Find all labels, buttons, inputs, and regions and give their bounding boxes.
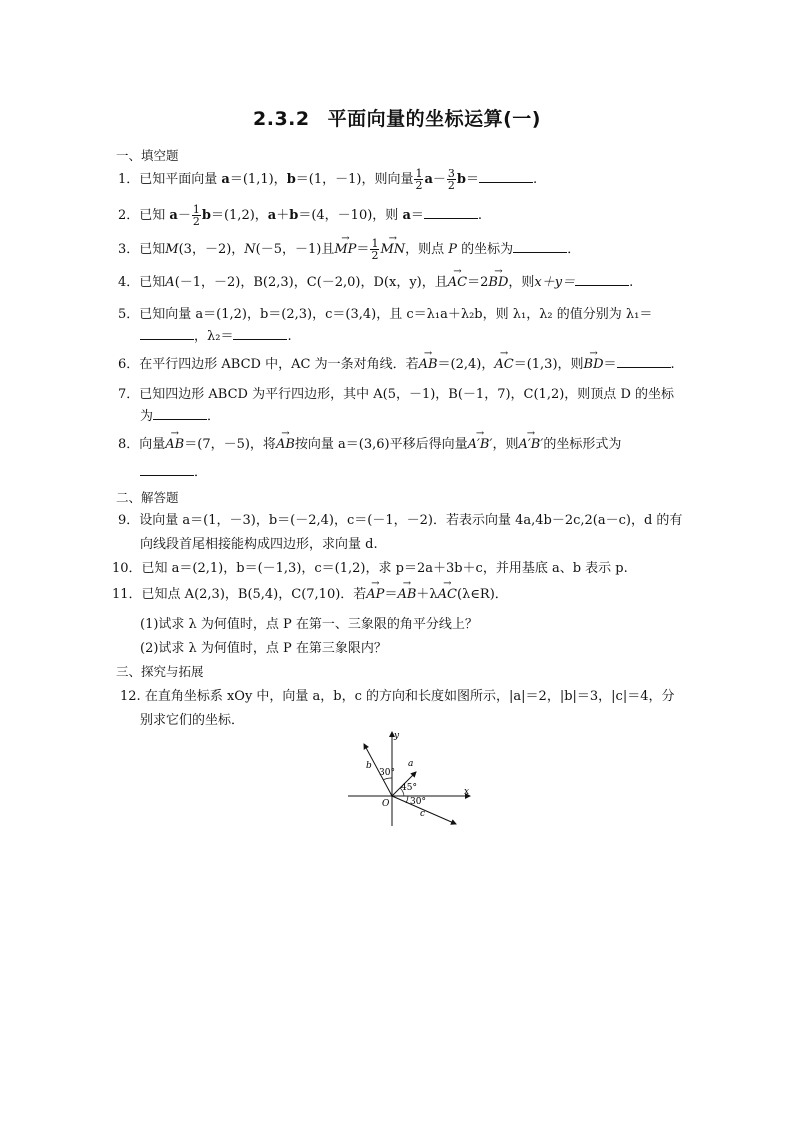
question-6: 6．在平行四边形 ABCD 中，AC 为一条对角线．若→ AB＝(2,4)，→ AC＝(1,3)，则→ BD＝ . — [118, 354, 688, 376]
section-explore-heading: 三、探究与拓展 — [116, 664, 204, 679]
question-10: 10．已知 a＝(2,1)，b＝(－1,3)，c＝(1,2)，求 p＝2a＋3b＋c，并用基底 a、b 表示 p. — [112, 561, 628, 576]
vector-diagram — [346, 728, 476, 828]
question-3: 3．已知M(3，－2)，N(－5，－1)且→ MP＝ $\frac{1}{2}$ → MN，则点 P 的坐标为 ． — [118, 238, 688, 261]
question-12-line2: 别求它们的坐标． — [140, 713, 245, 728]
x-axis-label: x — [464, 787, 470, 797]
section-solve-heading: 二、解答题 — [116, 490, 179, 505]
question-5-line2: ，λ₂＝ . — [140, 326, 292, 348]
origin-label: O — [382, 799, 390, 809]
page-title — [0, 104, 794, 131]
question-12: 12. 在直角坐标系 xOy 中，向量 a，b，c 的方向和长度如图所示，|a|＝2，|b|＝3，|c|＝4，分 — [120, 689, 675, 704]
angle-c-label: 30° — [410, 797, 426, 807]
question-1: 1．已知平面向量 a＝(1,1)，b＝(1，－1)，则向量 $\frac{1}{2}$ a－ $\frac{3}{2}$ b＝ . — [118, 167, 538, 192]
question-2: 2．已知 a－ $\frac{1}{2}$ b＝(1,2)，a＋b＝(4，－10)，则 a＝ . — [118, 203, 483, 228]
title-text: 平面向量的坐标运算(一) — [327, 108, 541, 130]
question-9: 9．设向量 a＝(1，－3)，b＝(－2,4)，c＝(－1，－2)．若表示向量 4a,4b－2c,2(a－c)，d 的有 — [118, 513, 683, 528]
question-9-line2: 向线段首尾相接能构成四边形，求向量 d. — [140, 537, 378, 552]
question-11-sub2: (2)试求 λ 为何值时，点 P 在第三象限内？ — [140, 641, 387, 656]
question-7-line2: 为 ． — [140, 409, 221, 424]
question-8: 8．向量→ AB＝(7，－5)，将→ AB按向量 a＝(3,6)平移后得向量→ A′B′，则→ A′B′的坐标形式为 — [118, 434, 688, 456]
question-11-sub1: (1)试求 λ 为何值时，点 P 在第一、三象限的角平分线上？ — [140, 617, 478, 632]
vector-a-label: a — [408, 759, 414, 769]
vector-c-label: c — [420, 809, 426, 819]
angle-a-label: 45° — [401, 783, 417, 793]
question-5: 5．已知向量 a＝(1,2)，b＝(2,3)，c＝(3,4)，且 c＝λ₁a＋λ₂b，则 λ₁，λ₂ 的值分别为 λ₁＝ — [118, 307, 653, 322]
section-fill-heading: 一、填空题 — [116, 148, 179, 163]
question-8-line2: ． — [140, 462, 207, 484]
title-number: 2.3.2 — [253, 108, 310, 130]
y-axis-label: y — [394, 731, 400, 741]
vector-b-label: b — [366, 761, 372, 771]
question-11: 11．已知点 A(2,3)，B(5,4)，C(7,10)．若→ AP＝→ AB＋λ→ AC(λ∈R)． — [112, 584, 682, 606]
question-7: 7．已知四边形 ABCD 为平行四边形，其中 A(5，－1)，B(－1，7)，C(1,2)，则顶点 D 的坐标 — [118, 387, 674, 402]
angle-b-label: 30° — [379, 768, 395, 778]
question-4: 4．已知A(－1，－2)，B(2,3)，C(－2,0)，D(x，y)，且→ AC＝2→ BD，则x＋y＝ . — [118, 272, 688, 294]
